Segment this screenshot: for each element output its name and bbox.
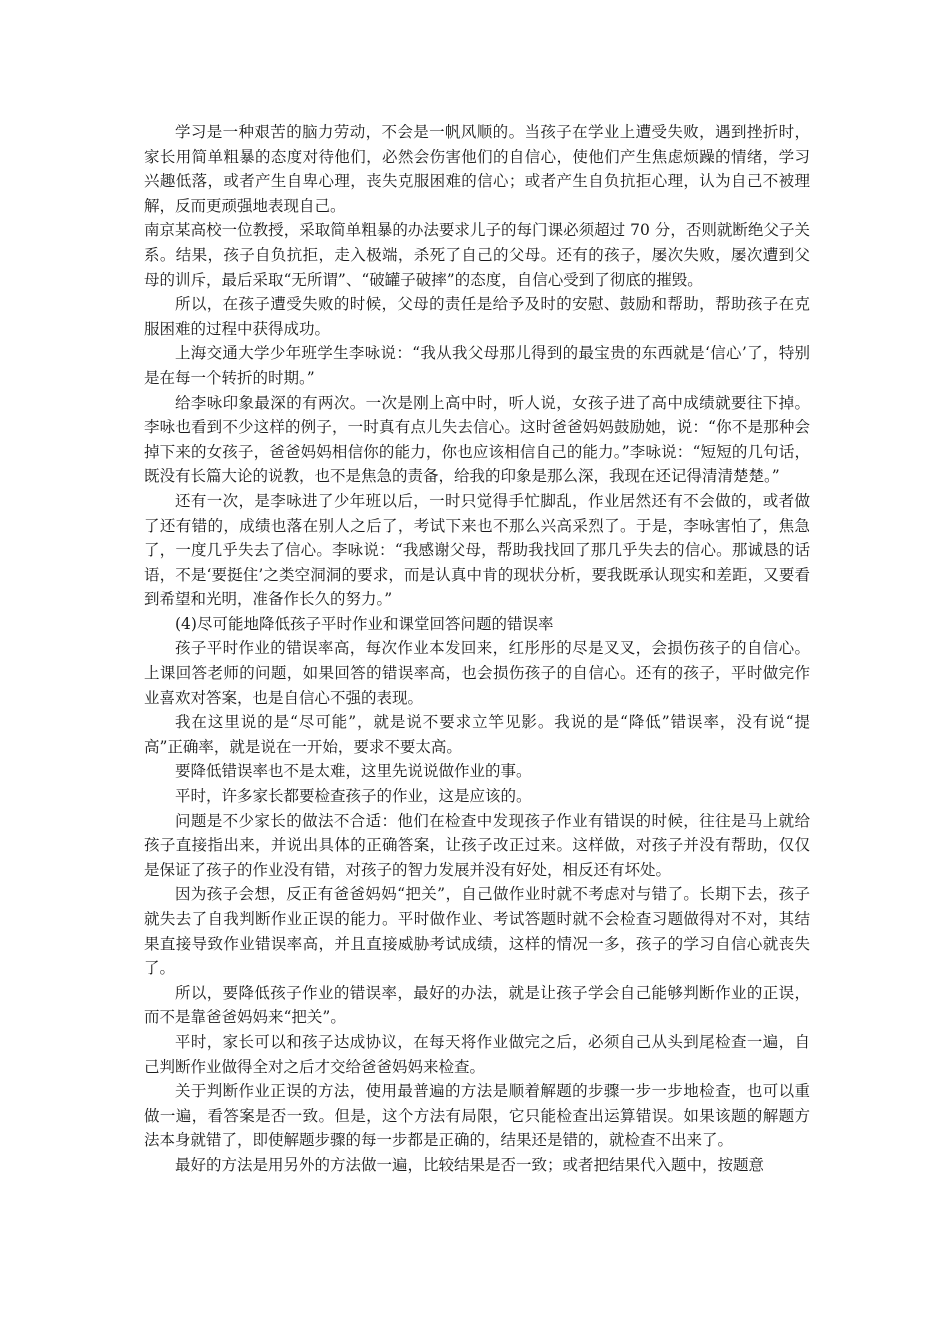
paragraph: 最好的方法是用另外的方法做一遍，比较结果是否一致；或者把结果代入题中，按题意 bbox=[175, 1155, 765, 1174]
paragraph: 所以，在孩子遭受失败的时候，父母的责任是给予及时的安慰、鼓励和帮助，帮助孩子在克服困难的过程中获得成功。 bbox=[144, 295, 810, 338]
paragraph: 因为孩子会想，反正有爸爸妈妈“把关”，自己做作业时就不考虑对与错了。长期下去，孩子就失去了自我判断作业正误的能力。平时做作业、考试答题时就不会检查习题做得对不对，其结果直接导致作业错误率高，并且直接威胁考试成绩，这样的情况一多，孩子的学习自信心就丧失了。 bbox=[144, 885, 810, 978]
paragraph: 要降低错误率也不是太难，这里先说说做作业的事。 bbox=[175, 762, 532, 781]
paragraph: 学习是一种艰苦的脑力劳动，不会是一帆风顺的。当孩子在学业上遭受失败，遇到挫折时，家长用简单粗暴的态度对待他们，必然会伤害他们的自信心，使他们产生焦虑烦躁的情绪，学习兴趣低落，或者产生自卑心理，丧失克服困难的信心；或者产生自负抗拒心理，认为自己不被理解，反而更顽强地表现自己。 bbox=[144, 123, 810, 215]
paragraph: 平时，家长可以和孩子达成协议，在每天将作业做完之后，必须自己从头到尾检查一遍，自己判断作业做得全对之后才交给爸爸妈妈来检查。 bbox=[144, 1032, 810, 1076]
paragraph: 给李咏印象最深的有两次。一次是刚上高中时，听人说，女孩子进了高中成绩就要往下掉。李咏也看到不少这样的例子，一时真有点儿失去信心。这时爸爸妈妈鼓励她，说：“你不是那种会掉下来的女孩子，爸爸妈妈相信你的能力，你也应该相信自己的能力。”李咏说：“短短的几句话，既没有长篇大论的说教，也不是焦急的责备，给我的印象是那么深，我现在还记得清清楚楚。” bbox=[144, 393, 810, 486]
paragraph: 我在这里说的是“尽可能”，就是说不要求立竿见影。我说的是“降低”错误率，没有说“提高”正确率，就是说在一开始，要求不要太高。 bbox=[144, 713, 810, 756]
paragraph: 问题是不少家长的做法不合适：他们在检查中发现孩子作业有错误的时候，往往是马上就给孩子直接指出来，并说出具体的正确答案，让孩子改正过来。这样做，对孩子并没有帮助，仅仅是保证了孩子的作业没有错，对孩子的智力发展并没有好处，相反还有坏处。 bbox=[144, 811, 810, 879]
paragraph: 所以，要降低孩子作业的错误率，最好的办法，就是让孩子学会自己能够判断作业的正误，而不是靠爸爸妈妈来“把关”。 bbox=[144, 983, 810, 1027]
section-heading: (4)尽可能地降低孩子平时作业和课堂回答问题的错误率 bbox=[175, 614, 554, 633]
paragraph: 平时，许多家长都要检查孩子的作业，这是应该的。 bbox=[175, 787, 532, 806]
document-page bbox=[144, 120, 810, 1178]
paragraph: 还有一次，是李咏进了少年班以后，一时只觉得手忙脚乱，作业居然还有不会做的，或者做了还有错的，成绩也落在别人之后了，考试下来也不那么兴高采烈了。于是，李咏害怕了，焦急了，一度几乎失去了信心。李咏说：“我感谢父母，帮助我找回了那几乎失去的信心。那诚恳的话语，不是‘要挺住’之类空洞洞的要求，而是认真中肯的现状分析，要我既承认现实和差距，又要看到希望和光明，准备作长久的努力。” bbox=[144, 491, 810, 609]
paragraph: 关于判断作业正误的方法，使用最普遍的方法是顺着解题的步骤一步一步地检查，也可以重做一遍，看答案是否一致。但是，这个方法有局限，它只能检查出运算错误。如果该题的解题方法本身就错了，即使解题步骤的每一步都是正确的，结果还是错的，就检查不出来了。 bbox=[144, 1082, 810, 1150]
paragraph: 南京某高校一位教授，采取简单粗暴的办法要求儿子的每门课必须超过 70 分，否则就断绝父子关系。结果，孩子自负抗拒，走入极端，杀死了自己的父母。还有的孩子，屡次失败，屡次遭到父母的训斥，最后采取“无所谓”、“破罐子破摔”的态度，自信心受到了彻底的摧毁。 bbox=[144, 221, 810, 289]
paragraph: 上海交通大学少年班学生李咏说：“我从我父母那儿得到的最宝贵的东西就是‘信心’了，特别是在每一个转折的时期。” bbox=[144, 344, 810, 387]
paragraph: 孩子平时作业的错误率高，每次作业本发回来，红彤彤的尽是叉叉，会损伤孩子的自信心。上课回答老师的问题，如果回答的错误率高，也会损伤孩子的自信心。还有的孩子，平时做完作业喜欢对答案，也是自信心不强的表现。 bbox=[144, 639, 810, 707]
